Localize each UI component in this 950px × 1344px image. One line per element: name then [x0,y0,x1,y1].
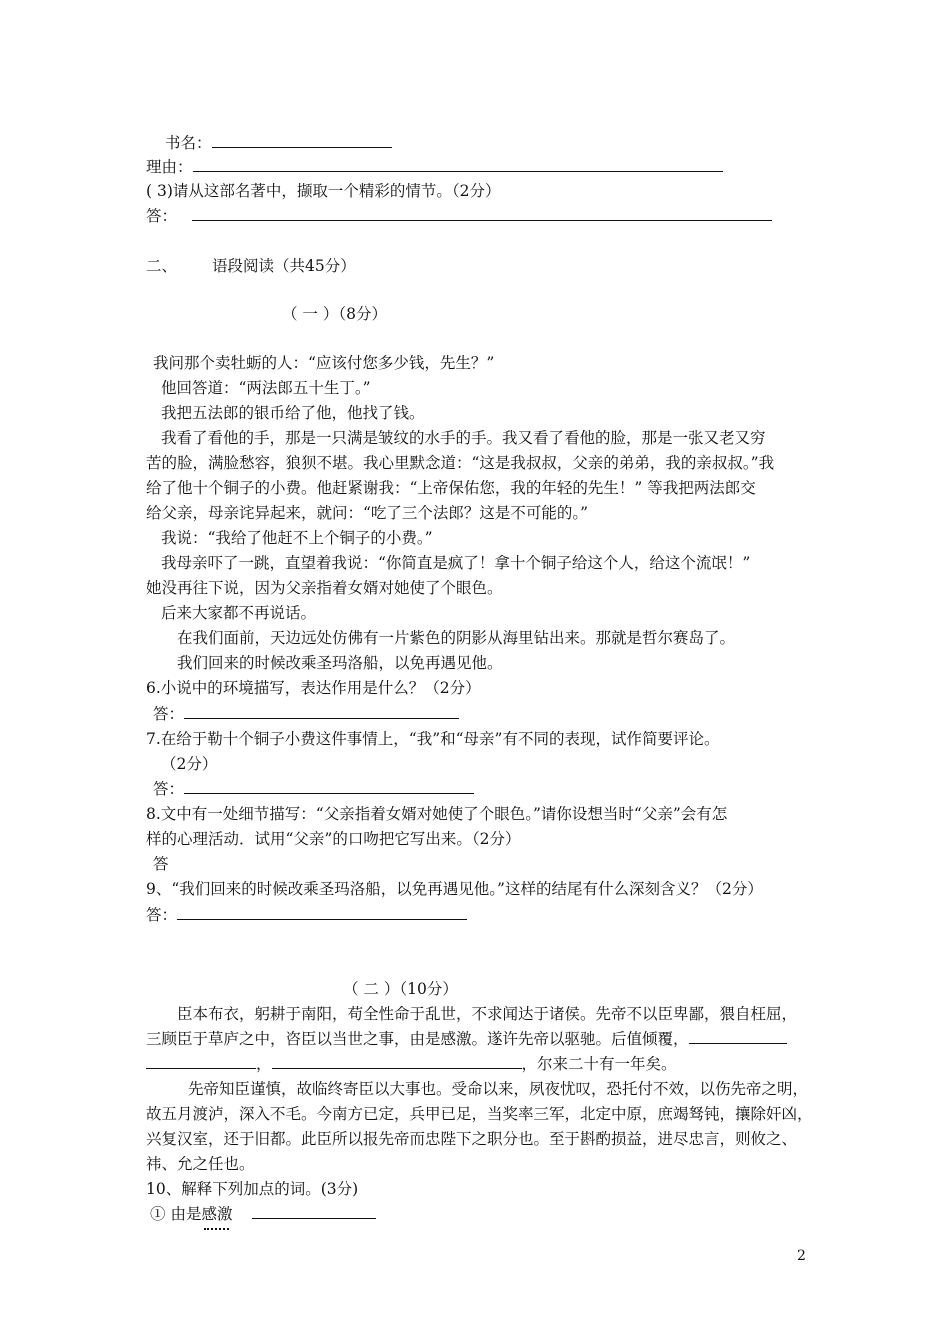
q3-answer-row [146,206,772,226]
book-name-blank[interactable] [212,133,392,148]
question-9: 9、“我们回来的时候改乘圣玛洛船，以免再遇见他。”这样的结尾有什么深刻含义？（2分） [146,880,763,898]
passage2-line: 故五月渡泸，深入不毛。今南方已定，兵甲已足，当奖率三军，北定中原，庶竭驽钝，攘除奸凶， [146,1105,813,1123]
question-10: 10、解释下列加点的词。(3分) [146,1180,359,1198]
passage1-line: 我问那个卖牡蛎的人：“应该付您多少钱，先生？” [153,354,495,372]
q3-answer-label: 答： [146,207,178,225]
q9-answer-row [146,905,467,925]
fill-blank-3[interactable] [272,1054,522,1069]
question-8: 8.文中有一处细节描写：“父亲指着女婿对她使了个眼色。”请你设想当时“父亲”会有怎 [146,805,728,823]
q6-answer-blank[interactable] [184,704,459,719]
q9-answer-blank[interactable] [177,905,467,920]
passage1-line: 在我们面前，天边远处仿佛有一片紫色的阴影从海里钻出来。那就是哲尔赛岛了。 [177,629,736,647]
passage1-line: 她没再往下说，因为父亲指着女婿对她使了个眼色。 [146,579,503,597]
passage1-line: 给父亲，母亲诧异起来，就问：“吃了三个法郎？这是不可能的。” [146,504,589,522]
question-3: ( 3)请从这部名著中，撷取一个精彩的情节。（2分） [146,182,501,200]
passage2-line: 先帝知臣谨慎，故临终寄臣以大事也。受命以来，夙夜忧叹，恐托付不效，以伤先帝之明， [188,1080,809,1098]
passage2-heading: （ 二 ）（10分） [343,980,458,998]
q10-item-1 [150,1204,376,1224]
passage2-line: 三顾臣于草庐之中，咨臣以当世之事，由是感激。遂许先帝以驱驰。后值倾覆， [146,1029,787,1049]
blank-comma: ， [256,1055,272,1073]
passage2-line: ， ，尔来二十有一年矣。 [146,1054,677,1074]
passage1-heading: （ 一 ）（8分） [282,305,387,323]
q7-answer-label: 答： [153,780,185,798]
book-name-row [165,133,392,153]
question-8-cont: 样的心理活动．试用“父亲”的口吻把它写出来。（2分） [146,830,521,848]
section-title: 语段阅读（共45分） [212,257,356,275]
fill-blank-2[interactable] [146,1054,256,1069]
q8-answer-label: 答 [153,855,169,873]
book-name-label: 书名： [165,134,212,152]
passage1-line: 他回答道：“两法郎五十生丁。” [161,379,371,397]
page-number: 2 [797,1248,806,1264]
passage1-line: 苦的脸，满脸愁容，狼狈不堪。我心里默念道：“这是我叔叔，父亲的弟弟，我的亲叔叔。”我 [146,454,775,472]
q10-item1-marker: ① [150,1205,166,1223]
q10-item1-blank[interactable] [252,1204,376,1219]
q9-answer-label: 答： [146,906,178,924]
question-6: 6.小说中的环境描写，表达作用是什么？（2分） [146,679,481,697]
question-7: 7.在给于勒十个铜子小费这件事情上，“我”和“母亲”有不同的表现，试作简要评论。 [146,730,720,748]
passage1-line: 我母亲吓了一跳，直望着我说：“你简直是疯了！拿十个铜子给这个人，给这个流氓！” [161,554,751,572]
passage1-line: 我把五法郎的银币给了他，他找了钱。 [161,404,425,422]
q6-answer-label: 答： [153,705,185,723]
q6-answer-row [153,704,459,724]
section-number: 二、 [146,257,178,275]
passage1-line: 我看了看他的手，那是一只满是皱纹的水手的手。我又看了看他的脸，那是一张又老又穷 [161,429,766,447]
q10-item1-prefix: 由是 [170,1205,202,1223]
passage2-line: 臣本布衣，躬耕于南阳，苟全性命于乱世，不求闻达于诸侯。先帝不以臣卑鄙，猥自枉屈， [177,1005,798,1023]
q3-answer-blank[interactable] [192,206,772,221]
reason-blank[interactable] [193,157,723,172]
passage1-line: 我说：“我给了他赶不上个铜子的小费。” [161,529,433,547]
q7-answer-blank[interactable] [184,779,474,794]
dotted-word: 感激 [201,1205,233,1223]
reason-row [146,157,723,177]
passage1-line: 我们回来的时候改乘圣玛洛船，以免再遇见他。 [177,654,503,672]
passage2-line: 兴复汉室，还于旧都。此臣所以报先帝而忠陛下之职分也。至于斟酌损益，进尽忠言，则攸之、 [146,1130,798,1148]
fill-blank-1[interactable] [689,1029,787,1044]
passage2-line: 祎、允之任也。 [146,1155,255,1173]
reason-label: 理由： [146,158,193,176]
q7-answer-row [153,779,474,799]
question-7-points: （2分） [161,755,218,773]
passage1-line: 后来大家都不再说话。 [161,604,317,622]
passage1-line: 给了他十个铜子的小费。他赶紧谢我：“上帝保佑您，我的年轻的先生！” 等我把两法郎交 [146,479,756,497]
